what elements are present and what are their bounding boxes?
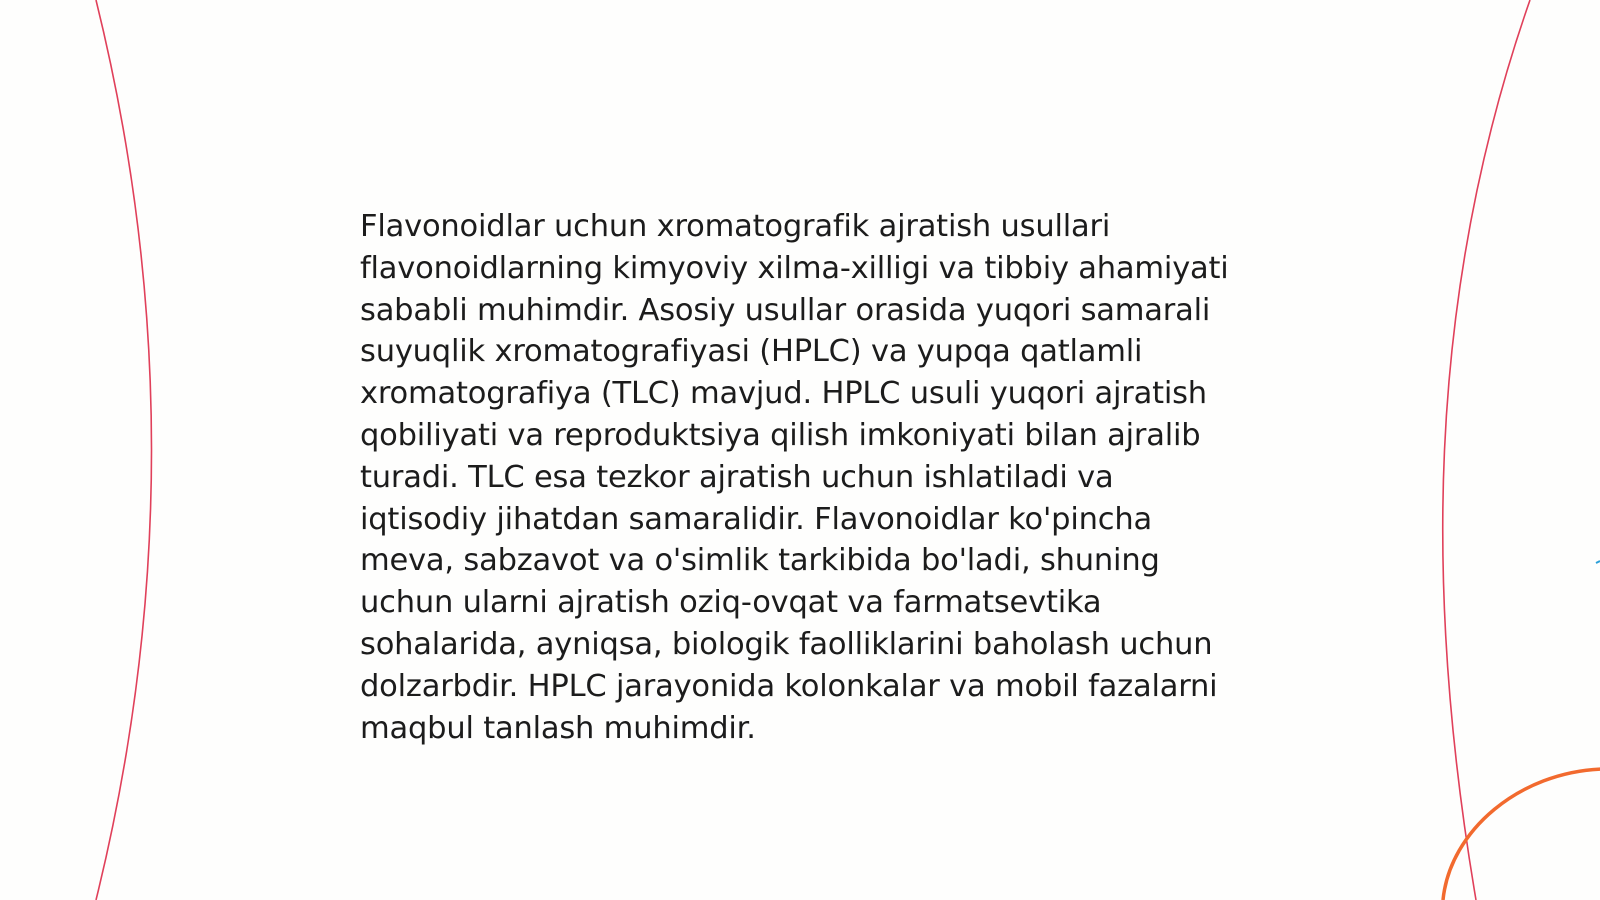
left-decorative-arc xyxy=(96,0,152,900)
body-text: Flavonoidlar uchun xromatografik ajratish usullari flavonoidlarning kimyoviy xilma-xilligi va tibbiy ahamiyati sababli muhimdir. Asosiy usullar orasida yuqori samarali suyuqlik xromatografiyasi (HPLC) va yupqa qatlamli xromatografiya (TLC) mavjud. HPLC usuli yuqori ajratish qobiliyati va reproduktsiya qilish imkoniyati bilan ajralib turadi. TLC esa tezkor ajratish uchun ishlatiladi va iqtisodiy jihatdan samaralidir. Flavonoidlar ko'pincha meva, sabzavot va o'simlik tarkibida bo'ladi, shuning uchun ularni ajratish oziq-ovqat va farmatsevtika sohalarida, ayniqsa, biologik faolliklarini baholash uchun dolzarbdir. HPLC jarayonida kolonkalar va mobil fazalarni maqbul tanlash muhimdir. xyxy=(360,209,1229,746)
right-decorative-arc xyxy=(1443,0,1530,900)
blue-accent-mark xyxy=(1596,561,1600,563)
orange-decorative-arc xyxy=(1443,769,1600,900)
